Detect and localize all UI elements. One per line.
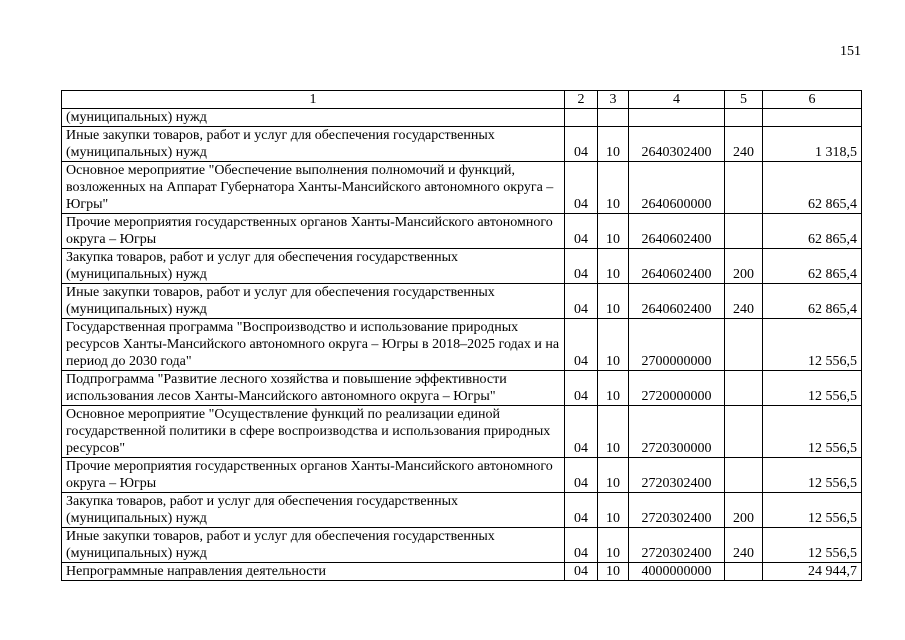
row-section-cell: 04 — [565, 493, 598, 528]
row-amount-cell: 1 318,5 — [763, 127, 862, 162]
row-target-code-cell: 2720300000 — [629, 406, 725, 458]
row-name-cell: Прочие мероприятия государственных органов Ханты-Мансийского автономного округа – Югры — [62, 214, 565, 249]
header-col-6: 6 — [763, 91, 862, 109]
row-amount-cell: 62 865,4 — [763, 162, 862, 214]
row-amount-cell: 12 556,5 — [763, 371, 862, 406]
row-target-code-cell: 2720302400 — [629, 458, 725, 493]
row-section-cell: 04 — [565, 406, 598, 458]
row-section-cell: 04 — [565, 528, 598, 563]
row-subsection-cell: 10 — [598, 528, 629, 563]
budget-table — [61, 90, 862, 581]
row-expense-type-cell: 200 — [725, 493, 763, 528]
row-section-cell: 04 — [565, 371, 598, 406]
row-target-code-cell: 2720000000 — [629, 371, 725, 406]
table-row — [62, 528, 862, 563]
table-row — [62, 284, 862, 319]
table-row — [62, 563, 862, 581]
row-expense-type-cell — [725, 563, 763, 581]
header-col-4: 4 — [629, 91, 725, 109]
row-target-code-cell: 2640602400 — [629, 284, 725, 319]
table-row — [62, 162, 862, 214]
row-name-cell: Иные закупки товаров, работ и услуг для обеспечения государственных (муниципальных) нужд — [62, 127, 565, 162]
row-target-code-cell: 4000000000 — [629, 563, 725, 581]
row-amount-cell: 12 556,5 — [763, 458, 862, 493]
row-target-code-cell: 2640302400 — [629, 127, 725, 162]
row-expense-type-cell — [725, 214, 763, 249]
row-section-cell — [565, 109, 598, 127]
header-col-2: 2 — [565, 91, 598, 109]
row-name-cell: Иные закупки товаров, работ и услуг для обеспечения государственных (муниципальных) нужд — [62, 284, 565, 319]
row-target-code-cell: 2640600000 — [629, 162, 725, 214]
row-section-cell: 04 — [565, 563, 598, 581]
table-row — [62, 493, 862, 528]
row-subsection-cell — [598, 109, 629, 127]
row-subsection-cell: 10 — [598, 284, 629, 319]
table-row — [62, 406, 862, 458]
row-amount-cell: 62 865,4 — [763, 214, 862, 249]
row-name-cell: Основное мероприятие "Осуществление функций по реализации единой государственной политики в сфере воспроизводства и использования природных ресурсов" — [62, 406, 565, 458]
page-number: 151 — [840, 44, 861, 59]
row-amount-cell: 12 556,5 — [763, 528, 862, 563]
row-expense-type-cell: 240 — [725, 284, 763, 319]
row-expense-type-cell: 240 — [725, 127, 763, 162]
row-amount-cell: 12 556,5 — [763, 319, 862, 371]
row-name-cell: Непрограммные направления деятельности — [62, 563, 565, 581]
row-amount-cell: 24 944,7 — [763, 563, 862, 581]
row-name-cell: Иные закупки товаров, работ и услуг для обеспечения государственных (муниципальных) нужд — [62, 528, 565, 563]
table-row — [62, 249, 862, 284]
table-row — [62, 109, 862, 127]
row-amount-cell: 12 556,5 — [763, 493, 862, 528]
row-target-code-cell: 2720302400 — [629, 493, 725, 528]
table-row — [62, 458, 862, 493]
row-subsection-cell: 10 — [598, 249, 629, 284]
row-amount-cell — [763, 109, 862, 127]
row-section-cell: 04 — [565, 162, 598, 214]
table-row — [62, 371, 862, 406]
row-amount-cell: 62 865,4 — [763, 249, 862, 284]
row-name-cell: Подпрограмма "Развитие лесного хозяйства и повышение эффективности использования лесов Ханты-Мансийского автономного округа – Югры" — [62, 371, 565, 406]
row-section-cell: 04 — [565, 284, 598, 319]
row-target-code-cell: 2700000000 — [629, 319, 725, 371]
header-col-1: 1 — [62, 91, 565, 109]
row-subsection-cell: 10 — [598, 563, 629, 581]
row-target-code-cell: 2640602400 — [629, 214, 725, 249]
header-col-3: 3 — [598, 91, 629, 109]
row-subsection-cell: 10 — [598, 493, 629, 528]
row-subsection-cell: 10 — [598, 162, 629, 214]
row-subsection-cell: 10 — [598, 319, 629, 371]
row-expense-type-cell — [725, 371, 763, 406]
row-amount-cell: 12 556,5 — [763, 406, 862, 458]
row-target-code-cell: 2640602400 — [629, 249, 725, 284]
row-target-code-cell — [629, 109, 725, 127]
row-subsection-cell: 10 — [598, 127, 629, 162]
row-section-cell: 04 — [565, 214, 598, 249]
row-expense-type-cell — [725, 406, 763, 458]
row-name-cell: Закупка товаров, работ и услуг для обеспечения государственных (муниципальных) нужд — [62, 493, 565, 528]
row-subsection-cell: 10 — [598, 406, 629, 458]
row-expense-type-cell: 240 — [725, 528, 763, 563]
row-name-cell: Прочие мероприятия государственных органов Ханты-Мансийского автономного округа – Югры — [62, 458, 565, 493]
table-body — [62, 109, 862, 581]
row-target-code-cell: 2720302400 — [629, 528, 725, 563]
header-col-5: 5 — [725, 91, 763, 109]
row-expense-type-cell: 200 — [725, 249, 763, 284]
row-name-cell: (муниципальных) нужд — [62, 109, 565, 127]
row-expense-type-cell — [725, 458, 763, 493]
table-row — [62, 319, 862, 371]
row-expense-type-cell — [725, 109, 763, 127]
table-row — [62, 127, 862, 162]
row-name-cell: Государственная программа "Воспроизводство и использование природных ресурсов Ханты-Мансийского автономного округа – Югры в 2018–2025 годах и на период до 2030 года" — [62, 319, 565, 371]
row-name-cell: Закупка товаров, работ и услуг для обеспечения государственных (муниципальных) нужд — [62, 249, 565, 284]
row-section-cell: 04 — [565, 458, 598, 493]
row-subsection-cell: 10 — [598, 214, 629, 249]
row-subsection-cell: 10 — [598, 458, 629, 493]
row-subsection-cell: 10 — [598, 371, 629, 406]
row-amount-cell: 62 865,4 — [763, 284, 862, 319]
row-expense-type-cell — [725, 162, 763, 214]
row-section-cell: 04 — [565, 249, 598, 284]
row-expense-type-cell — [725, 319, 763, 371]
row-section-cell: 04 — [565, 319, 598, 371]
row-name-cell: Основное мероприятие "Обеспечение выполнения полномочий и функций, возложенных на Аппарат Губернатора Ханты-Мансийского автономного округа – Югры" — [62, 162, 565, 214]
table-header-row — [62, 91, 862, 109]
row-section-cell: 04 — [565, 127, 598, 162]
table-row — [62, 214, 862, 249]
